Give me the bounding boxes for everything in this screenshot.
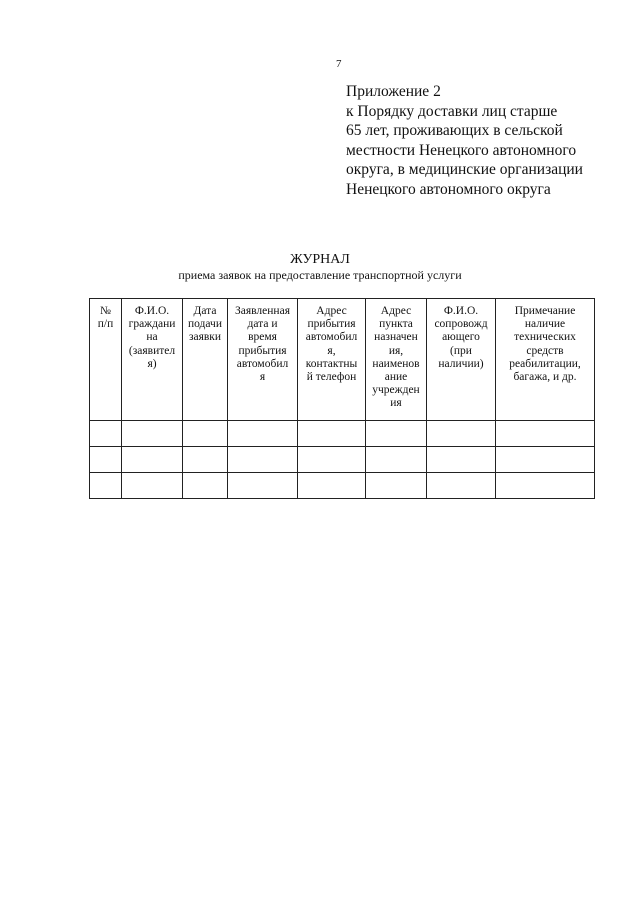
- column-header-line: Примечание: [514, 305, 576, 317]
- column-header-line: ия: [390, 397, 402, 410]
- column-header-line: Адрес: [380, 305, 412, 317]
- column-header-line: на: [146, 331, 158, 344]
- appendix-line: округа, в медицинские организации: [346, 161, 583, 178]
- table-cell[interactable]: [427, 421, 496, 447]
- table-cell[interactable]: [366, 421, 427, 447]
- table-cell[interactable]: [298, 473, 366, 499]
- column-header-3: [183, 299, 228, 421]
- column-header-line: Ф.И.О.: [134, 305, 170, 317]
- table-cell[interactable]: [366, 473, 427, 499]
- column-header-line: я): [147, 357, 157, 370]
- table-cell[interactable]: [90, 447, 122, 473]
- table-cell[interactable]: [427, 447, 496, 473]
- column-header-line: наличии): [438, 357, 484, 370]
- column-header-line: технических: [514, 331, 576, 344]
- table-row: [90, 447, 595, 473]
- column-header-line: ия,: [388, 344, 404, 357]
- column-header-line: время: [248, 331, 277, 344]
- column-header-line: я: [259, 371, 266, 384]
- appendix-block: [346, 82, 606, 199]
- column-header-1: [90, 299, 122, 421]
- column-header-line: реабилитации,: [509, 357, 581, 370]
- column-header-5: [298, 299, 366, 421]
- column-header-line: (при: [450, 344, 472, 357]
- column-header-line: я,: [327, 344, 336, 357]
- column-header-line: дата и: [247, 318, 278, 331]
- column-header-line: п/п: [97, 318, 114, 331]
- appendix-line: Ненецкого автономного округа: [346, 180, 551, 198]
- column-header-line: ающего: [442, 331, 480, 344]
- table-body: [90, 421, 595, 499]
- column-header-line: автомобил: [236, 357, 289, 370]
- table-cell[interactable]: [183, 421, 228, 447]
- table-row: [90, 421, 595, 447]
- column-header-line: подачи: [187, 318, 222, 331]
- column-header-line: ание: [384, 371, 408, 384]
- table-cell[interactable]: [298, 447, 366, 473]
- column-header-line: средств: [526, 344, 564, 357]
- column-header-line: (заявител: [128, 344, 176, 357]
- column-header-line: прибытия: [238, 344, 287, 357]
- table-cell[interactable]: [427, 473, 496, 499]
- column-header-line: учрежден: [372, 384, 420, 397]
- table-cell[interactable]: [183, 447, 228, 473]
- column-header-line: прибытия: [307, 318, 356, 331]
- appendix-line: к Порядку доставки лиц старше: [346, 102, 558, 120]
- column-header-line: заявки: [188, 331, 222, 344]
- table-cell[interactable]: [496, 473, 595, 499]
- table-cell[interactable]: [228, 473, 298, 499]
- column-header-line: й телефон: [306, 371, 357, 384]
- table-header-row: [90, 299, 595, 421]
- column-header-7: [427, 299, 496, 421]
- column-header-line: контактны: [305, 357, 358, 370]
- table-cell[interactable]: [298, 421, 366, 447]
- table-cell[interactable]: [366, 447, 427, 473]
- page-number: 7: [336, 58, 342, 70]
- column-header-8: [496, 299, 595, 421]
- column-header-2: [122, 299, 183, 421]
- column-header-line: сопровожд: [434, 318, 488, 331]
- journal-title: ЖУРНАЛ: [290, 252, 350, 267]
- table-cell[interactable]: [90, 473, 122, 499]
- table-cell[interactable]: [496, 447, 595, 473]
- column-header-line: автомобил: [305, 331, 358, 344]
- table-cell[interactable]: [183, 473, 228, 499]
- column-header-line: граждани: [128, 318, 176, 331]
- table-cell[interactable]: [122, 473, 183, 499]
- column-header-line: Адрес: [316, 305, 347, 317]
- table-cell[interactable]: [228, 421, 298, 447]
- table-cell[interactable]: [122, 421, 183, 447]
- column-header-line: назначен: [374, 331, 418, 344]
- table-cell[interactable]: [90, 421, 122, 447]
- journal-table: [89, 298, 595, 499]
- journal-subtitle: приема заявок на предоставление транспортной услуги: [178, 268, 462, 282]
- appendix-line: Приложение 2: [346, 83, 441, 100]
- column-header-line: Ф.И.О.: [443, 305, 479, 317]
- column-header-6: [366, 299, 427, 421]
- column-header-line: наименов: [372, 357, 420, 370]
- column-header-4: [228, 299, 298, 421]
- column-header-line: Заявленная: [235, 305, 290, 317]
- table-cell[interactable]: [122, 447, 183, 473]
- table-cell[interactable]: [228, 447, 298, 473]
- table-cell[interactable]: [496, 421, 595, 447]
- column-header-line: №: [100, 305, 111, 317]
- column-header-line: Дата: [193, 305, 217, 317]
- column-header-line: багажа, и др.: [513, 371, 577, 384]
- appendix-line: 65 лет, проживающих в сельской: [346, 122, 563, 139]
- column-header-line: наличие: [524, 318, 566, 331]
- appendix-line: местности Ненецкого автономного: [346, 141, 577, 159]
- column-header-line: пункта: [379, 318, 413, 331]
- table-row: [90, 473, 595, 499]
